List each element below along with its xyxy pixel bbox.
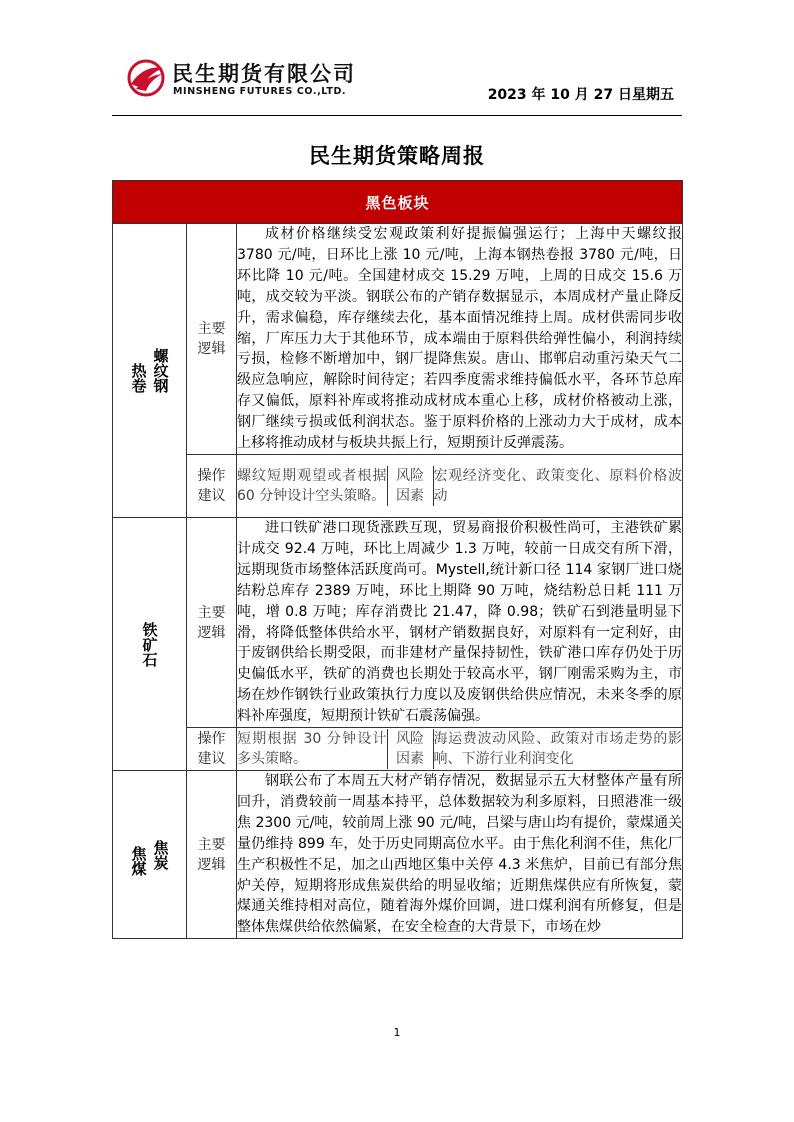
company-logo (126, 56, 386, 102)
header-divider (112, 115, 682, 116)
risk-label: 风险 因素 (387, 729, 433, 769)
category-rebar-hrc (113, 224, 187, 518)
iron-ore-risk-text: 海运费波动风险、政策对市场走势的影响、下游行业利润变化 (433, 731, 682, 768)
table-row (113, 224, 683, 455)
logic-label: 主要 逻辑 (187, 224, 237, 455)
report-date: 2023 年 10 月 27 日星期五 (487, 87, 674, 103)
operation-label: 操作 建议 (187, 454, 237, 517)
rebar-operation-risk (237, 454, 683, 517)
page-title: 民生期货策略周报 (309, 144, 485, 168)
page-header (112, 52, 682, 110)
section-banner: 黑色板块 (113, 181, 683, 224)
table-row (113, 771, 683, 939)
category-coking-coal: 焦煤 (129, 845, 148, 876)
category-iron-ore: 铁矿石 (113, 517, 187, 770)
coking-logic-text: 钢联公布了本周五大材产销存情况，数据显示五大材整体产量有所回升，消费较前一周基本持平，总体数据较为利多原料，日照港准一级焦 2300 元/吨，较前周上涨 90 元/吨，吕梁与唐山均有提价，蒙煤通关量仍维持 899 车，处于历史同期高位水平。由于焦化利润不佳，焦化厂生产积极性不足，加之山西地区集中关停 4.3 米焦炉，目前已有部分焦炉关停，短期将形成焦炭供给的明显收缩；近期焦煤供应有所恢复，蒙煤通关维持相对高位，随着海外煤价回调，进口煤利润有所修复，但是整体焦煤供给依然偏紧，在安全检查的大背景下，市场在炒 (237, 771, 683, 939)
logic-label: 主要 逻辑 (187, 517, 237, 727)
logic-label: 主要 逻辑 (187, 771, 237, 939)
logo-swoosh-icon (126, 58, 166, 98)
category-hrc: 热卷 (129, 363, 148, 394)
iron-ore-logic-text: 进口铁矿港口现货涨跌互现，贸易商报价积极性尚可，主港铁矿累计成交 92.4 万吨，环比上周减少 1.3 万吨，较前一日成交有所下滑，远期现货市场整体活跃度尚可。Mystell,统计新口径 114 家钢厂进口烧结粉总库存 2389 万吨，环比上期降 90 万吨，烧结粉总日耗 111 万吨，增 0.8 万吨；库存消费比 21.47，降 0.98；铁矿石到港量明显下滑，将降低整体供给水平，钢材产销数据良好，对原料有一定利好，由于废钢供给长期受限，而非建材产量保持韧性，铁矿港口库存仍处于历史偏低水平，铁矿的消费也长期处于较高水平，钢厂刚需采购为主，市场在炒作钢铁行业政策执行力度以及废钢供给供应情况，未来冬季的原料补库强度，短期预计铁矿石震荡偏强。 (237, 517, 683, 727)
rebar-risk-text: 宏观经济变化、政策变化、原料价格波动 (433, 467, 682, 504)
risk-label: 风险 因素 (387, 466, 433, 506)
strategy-table (112, 180, 683, 939)
rebar-logic-text: 成材价格继续受宏观政策利好提振偏强运行；上海中天螺纹报 3780 元/吨，日环比上涨 10 元/吨，上海本钢热卷报 3780 元/吨，日环比降 10 元/吨。全国建材成交 15.29 万吨，上周的日成交 15.6 万吨，成交较为平淡。钢联公布的产销存数据显示，本周成材产量止降反升，需求偏稳，库存继续去化，基本面情况维持上周。成材供需同步收缩，厂库压力大于其他环节，成本端由于原料供给弹性偏小，利润持续亏损，检修不断增加中，钢厂提降焦炭。唐山、邯郸启动重污染天气二级应急响应，解除时间待定；若四季度需求维持偏低水平，各环节总库存又偏低，原料补库或将推动成材成本重心上移，成材价格被动上涨，钢厂继续亏损或低利润状态。鉴于原料价格的上涨动力大于成材，成本上移将推动成材与板块共振上行，短期预计反弹震荡。 (237, 224, 683, 455)
logo-english-name: MINSHENG FUTURES CO.,LTD. (173, 86, 347, 97)
page-number: 1 (393, 1026, 401, 1039)
category-rebar: 螺纹钢 (151, 347, 170, 393)
operation-label: 操作 建议 (187, 728, 237, 771)
logo-chinese-name: 民生期货有限公司 (172, 62, 356, 86)
table-row (113, 517, 683, 727)
table-row (113, 454, 683, 517)
iron-ore-operation-risk (237, 728, 683, 771)
table-row (113, 728, 683, 771)
category-coke: 焦炭 (151, 839, 170, 870)
iron-ore-operation-text: 短期根据 30 分钟设计多头策略。 (237, 731, 387, 768)
category-coking (113, 771, 187, 939)
rebar-operation-text: 螺纹短期观望或者根据 60 分钟设计空头策略。 (237, 467, 387, 504)
